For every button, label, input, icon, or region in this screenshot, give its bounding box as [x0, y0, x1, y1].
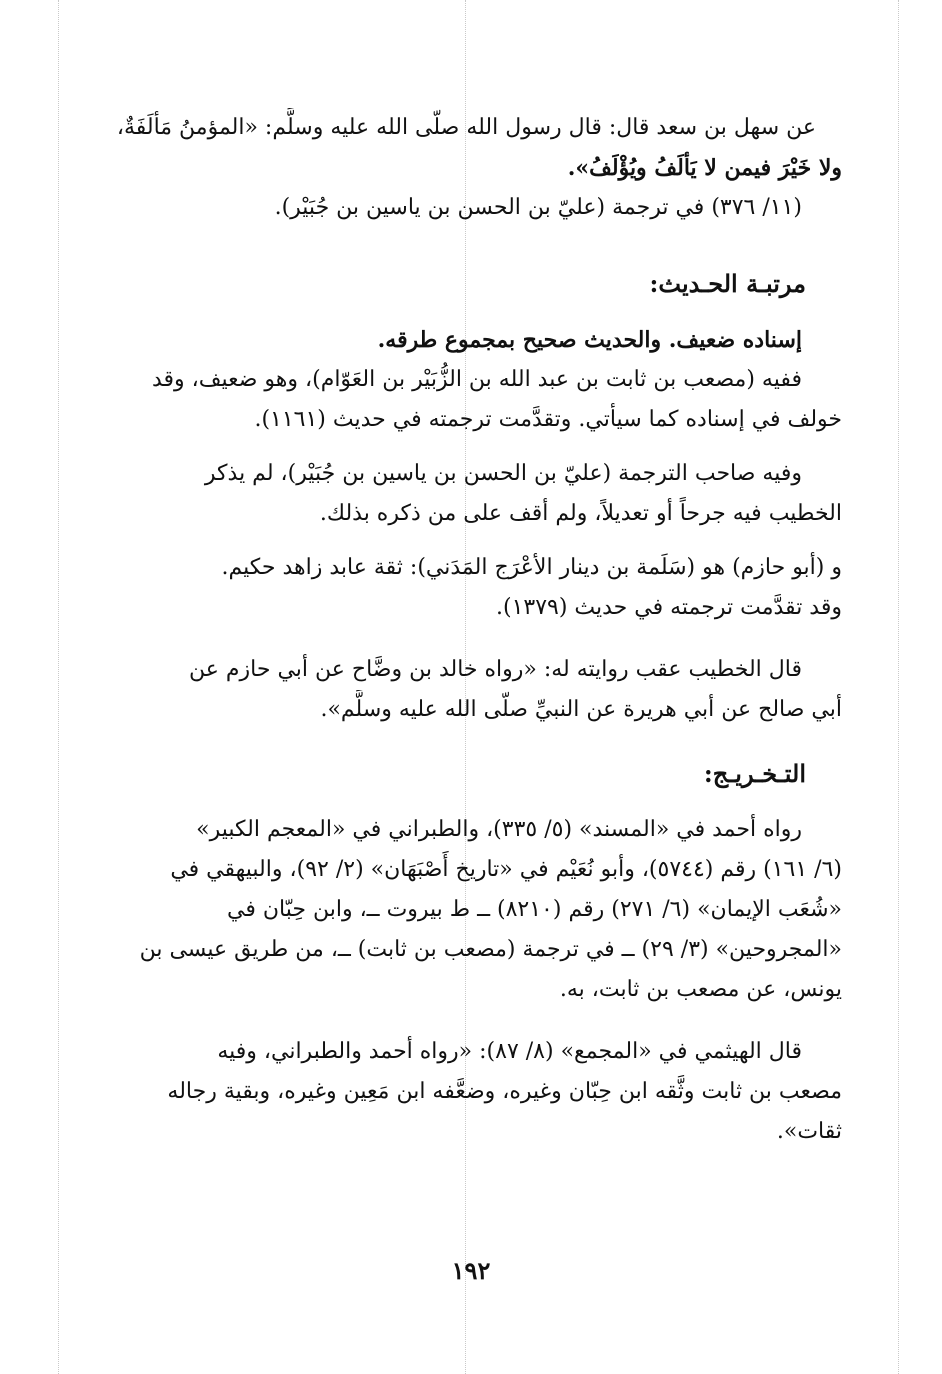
paragraph-line: الخطيب فيه جرحاً أو تعديلاً، ولم أقف على من ذكره بذلك. [319, 501, 842, 526]
paragraph-line: رواه أحمد في «المسند» (٥/ ٣٣٥)، والطبراني في «المعجم الكبير» [196, 817, 802, 842]
paragraph-line: ففيه (مصعب بن ثابت بن عبد الله بن الزُّبَيْر بن العَوّام)، وهو ضعيف، وقد [151, 367, 802, 392]
paragraph-line: وفيه صاحب الترجمة (عليّ بن الحسن بن ياسين بن جُبَيْر)، لم يذكر [204, 461, 802, 486]
paragraph-line: و (أبو حازم) هو (سَلَمة بن دينار الأعْرَج المَدَني): ثقة عابد زاهد حكيم. [221, 555, 842, 580]
section-heading-status: مرتبـة الحـديث: [649, 269, 806, 298]
paragraph-line: «المجروحين» (٣/ ٢٩) ــ في ترجمة (مصعب بن ثابت) ــ، من طريق عيسى بن [139, 937, 842, 962]
paragraph-line: مصعب بن ثابت وثَّقه ابن حِبّان وغيره، وضعَّفه ابن مَعِين وغيره، وبقية رجاله [167, 1079, 842, 1104]
paragraph-line: يونس، عن مصعب بن ثابت، به. [559, 977, 842, 1002]
paragraph-line: قال الخطيب عقب روايته له: «رواه خالد بن وضَّاح عن أبي حازم عن [189, 657, 802, 682]
hadith-text-line: عن سهل بن سعد قال: قال رسول الله صلّى الله عليه وسلَّم: «المؤمنُ مَألَفَةٌ، [116, 115, 816, 140]
section-heading-takhrij: التـخـريـج: [703, 759, 806, 788]
paragraph-line: (٦/ ١٦١) رقم (٥٧٤٤)، وأبو نُعَيْم في «تاريخ أَصْبَهَان» (٢/ ٩٢)، والبيهقي في [170, 857, 842, 882]
scan-dotted-line [58, 0, 59, 1374]
paragraph-line: قال الهيثمي في «المجمع» (٨/ ٨٧): «رواه أحمد والطبراني، وفيه [217, 1039, 802, 1064]
scan-dotted-line [898, 0, 899, 1374]
page-number: ١٩٢ [451, 1256, 491, 1285]
paragraph-line: خولف في إسناده كما سيأتي. وتقدَّمت ترجمته في حديث (١١٦١). [254, 407, 842, 432]
paragraph-line: «شُعَب الإيمان» (٦/ ٢٧١) رقم (٨٢١٠) ــ ط بيروت ــ، وابن حِبّان في [227, 897, 842, 922]
page-body [90, 108, 842, 1152]
status-line: إسناده ضعيف. والحديث صحيح بمجموع طرقه. [377, 327, 802, 353]
reference-line: (١١/ ٣٧٦) في ترجمة (عليّ بن الحسن بن ياسين بن جُبَيْر). [274, 195, 802, 220]
hadith-text-line: ولا خَيْرَ فيمن لا يَألَفُ ويُؤْلَفُ». [567, 155, 842, 181]
paragraph-line: وقد تقدَّمت ترجمته في حديث (١٣٧٩). [495, 595, 842, 620]
paragraph-line: أبي صالح عن أبي هريرة عن النبيِّ صلّى الله عليه وسلَّم». [320, 697, 842, 722]
paragraph-line: ثقات». [776, 1119, 842, 1144]
